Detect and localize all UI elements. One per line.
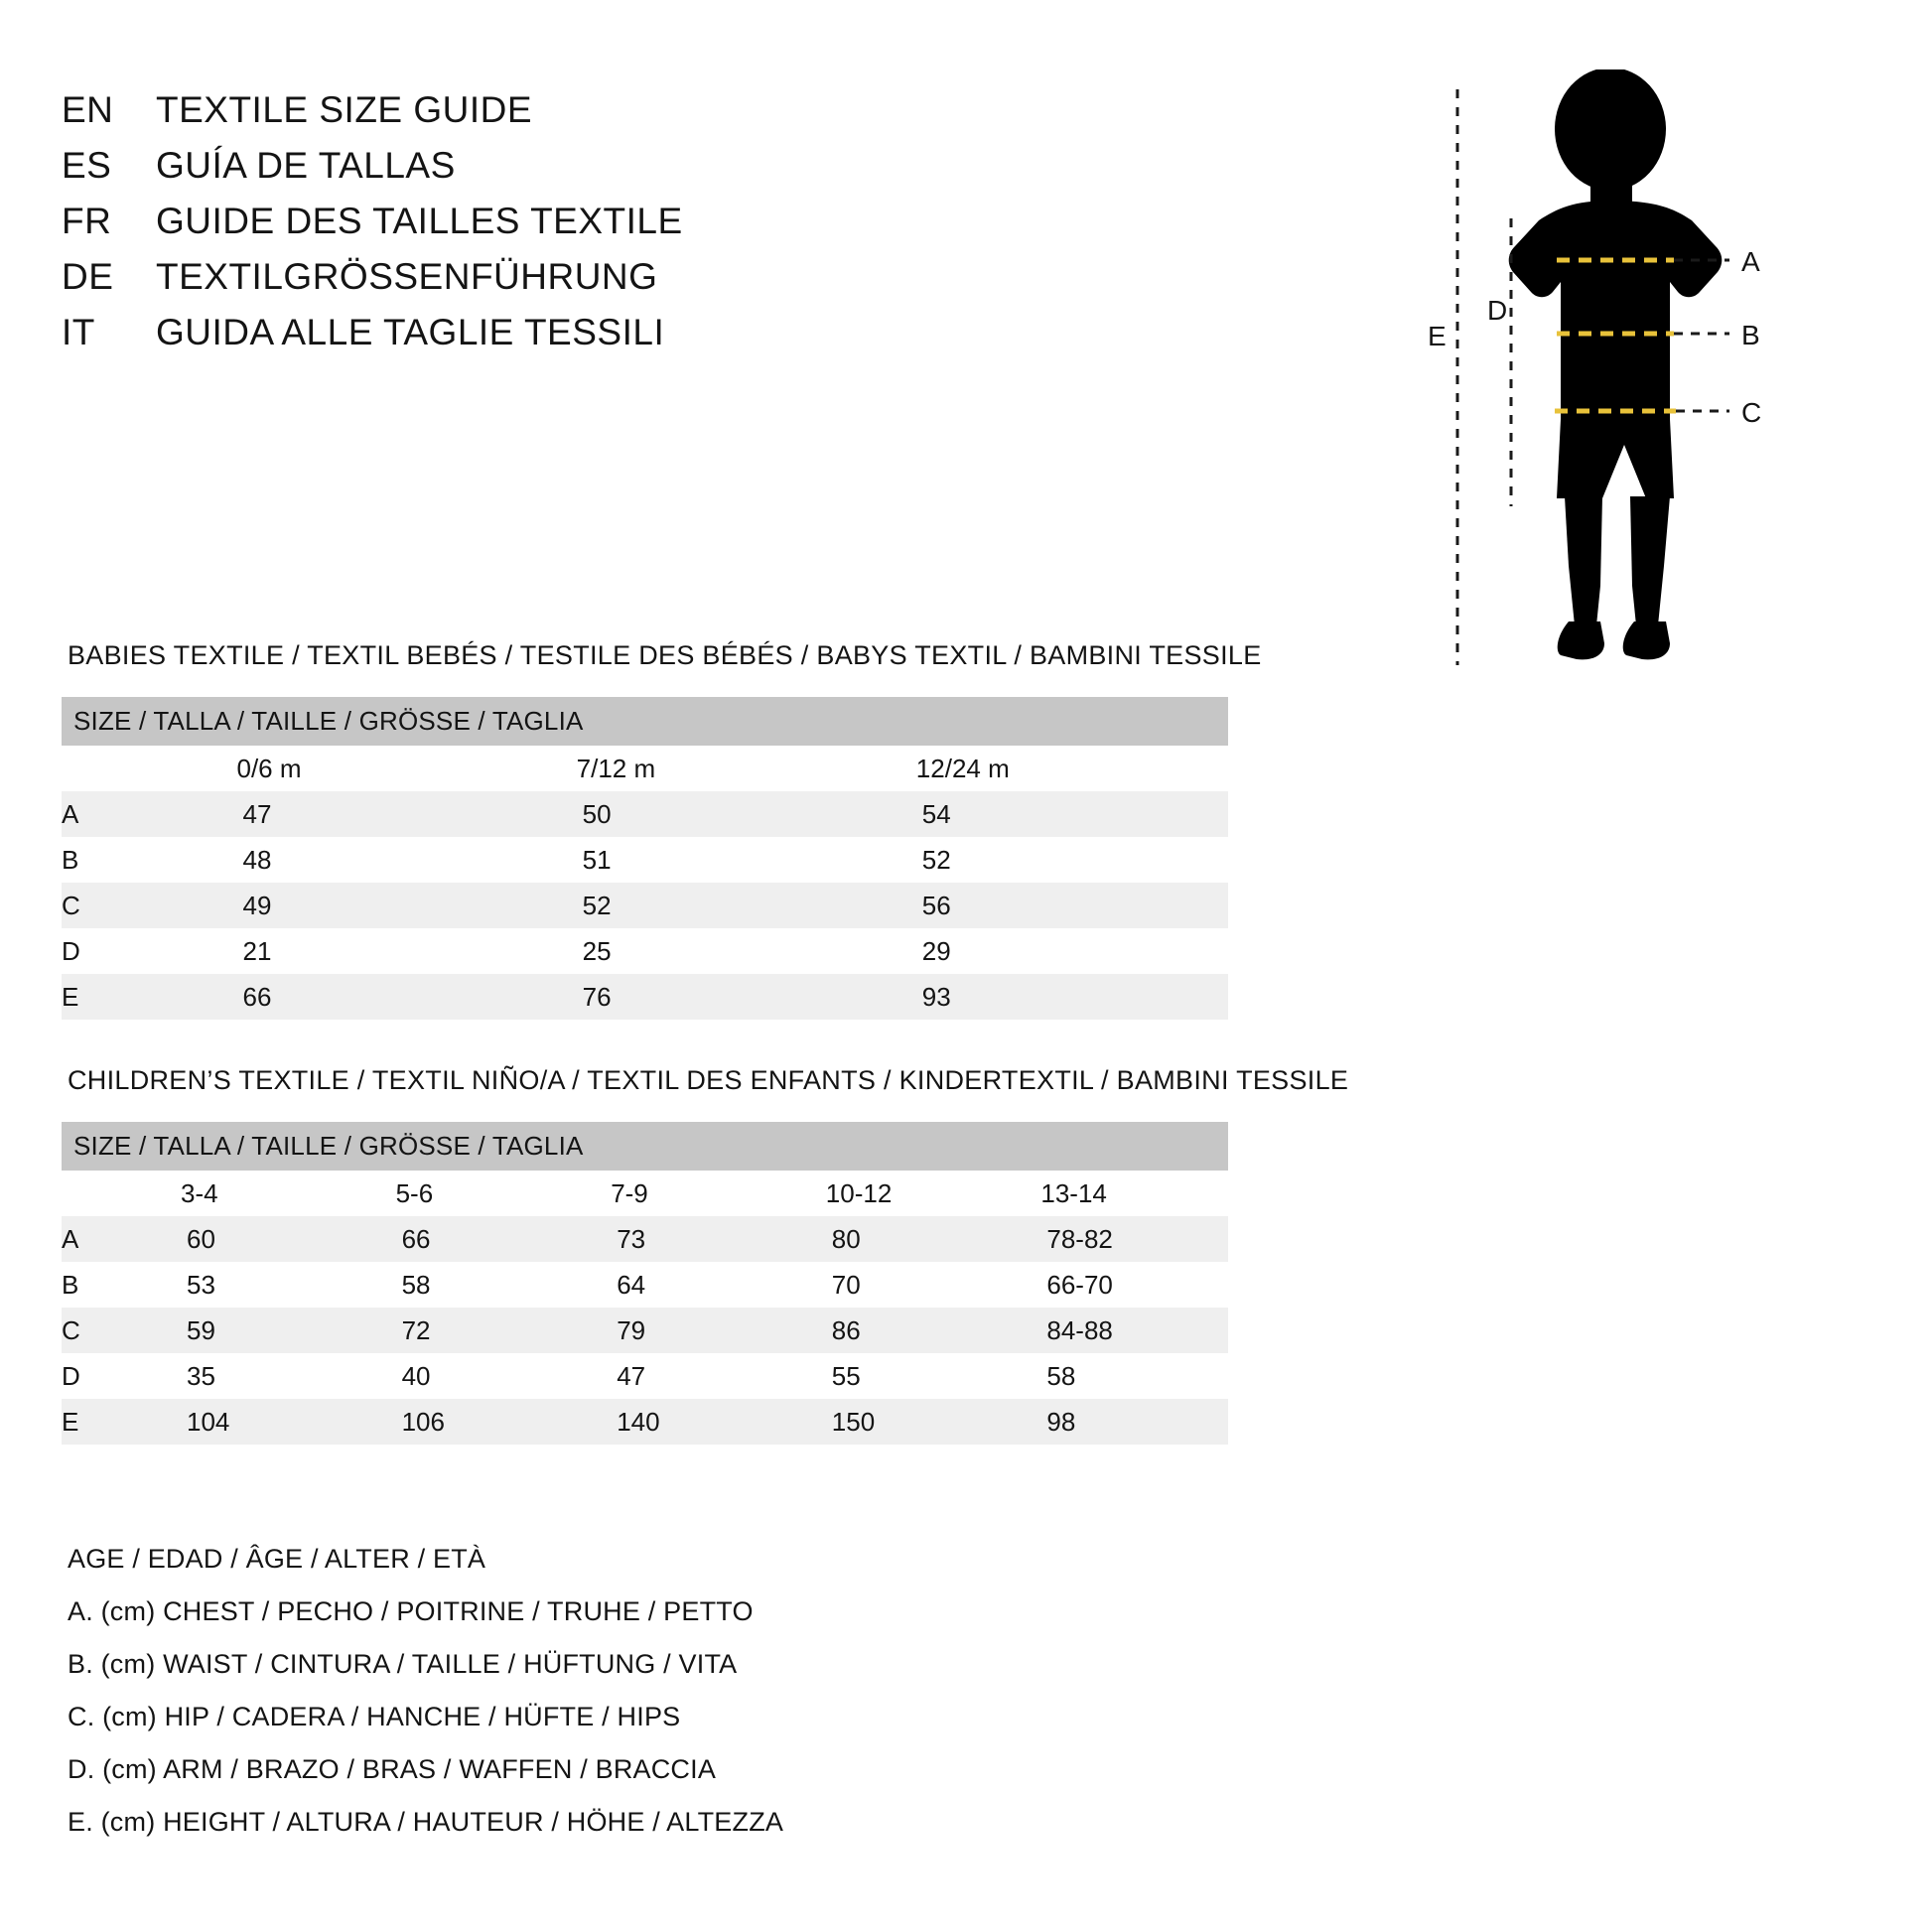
table-row <box>62 974 1228 1020</box>
cell-b-1: 58 <box>401 1269 431 1300</box>
children-col-3: 10-12 <box>825 1177 893 1208</box>
table-column-header-row <box>62 746 1228 791</box>
row-label-b: B <box>62 1262 153 1308</box>
cell-c-4: 84-88 <box>1046 1314 1113 1345</box>
cell-d-0: 35 <box>187 1360 215 1391</box>
row-label-e: E <box>62 974 208 1020</box>
cell-d-3: 55 <box>831 1360 861 1391</box>
cell-c-0: 49 <box>242 890 272 920</box>
figure-label-c: C <box>1741 397 1762 428</box>
children-col-0: 3-4 <box>181 1177 218 1208</box>
children-col-1: 5-6 <box>395 1177 434 1208</box>
figure-label-e: E <box>1428 321 1447 351</box>
cell-e-1: 106 <box>401 1406 445 1437</box>
cell-a-0: 60 <box>187 1223 215 1254</box>
table-row <box>62 1308 1228 1353</box>
babies-col-2: 12/24 m <box>915 753 1010 783</box>
title-lang-es: ES <box>62 145 112 186</box>
cell-a-1: 50 <box>582 798 612 829</box>
children-band-label: SIZE / TALLA / TAILLE / GRÖSSE / TAGLIA <box>62 1122 1228 1171</box>
cell-d-4: 58 <box>1046 1360 1076 1391</box>
cell-a-0: 47 <box>242 798 272 829</box>
babies-band-label: SIZE / TALLA / TAILLE / GRÖSSE / TAGLIA <box>62 697 1228 746</box>
cell-b-3: 70 <box>831 1269 861 1300</box>
children-col-2: 7-9 <box>611 1177 648 1208</box>
cell-b-0: 48 <box>242 844 272 875</box>
table-band-row <box>62 697 1228 746</box>
cell-e-2: 93 <box>921 981 951 1012</box>
cell-b-0: 53 <box>187 1269 215 1300</box>
cell-b-2: 64 <box>617 1269 646 1300</box>
title-text-it: GUIDA ALLE TAGLIE TESSILI <box>156 312 665 352</box>
table-row <box>62 1216 1228 1262</box>
corner-cell <box>62 1171 153 1216</box>
children-section-heading: CHILDREN’S TEXTILE / TEXTIL NIÑO/A / TEXTIL DES ENFANTS / KINDERTEXTIL / BAMBINI TESSILE <box>68 1065 1349 1095</box>
row-label-e: E <box>62 1399 153 1445</box>
figure-label-b: B <box>1741 320 1760 350</box>
title-lang-en: EN <box>62 89 114 130</box>
title-row-de <box>62 256 1253 312</box>
cell-e-4: 98 <box>1046 1406 1076 1437</box>
figure-label-d: D <box>1487 295 1508 326</box>
cell-c-2: 79 <box>617 1314 646 1345</box>
row-label-d: D <box>62 1353 153 1399</box>
legend-item-waist: B. (cm) WAIST / CINTURA / TAILLE / HÜFTUNG / VITA <box>68 1649 738 1679</box>
cell-e-0: 104 <box>187 1406 230 1437</box>
title-text-fr: GUIDE DES TAILLES TEXTILE <box>156 201 683 241</box>
children-size-table <box>62 1122 1228 1445</box>
title-row-fr <box>62 201 1253 256</box>
cell-e-3: 150 <box>831 1406 876 1437</box>
legend-item-age: AGE / EDAD / ÂGE / ALTER / ETÀ <box>68 1544 486 1574</box>
cell-e-0: 66 <box>242 981 272 1012</box>
table-band-row <box>62 1122 1228 1171</box>
title-block <box>62 89 1253 367</box>
cell-c-3: 86 <box>831 1314 861 1345</box>
row-label-a: A <box>62 791 208 837</box>
cell-a-2: 54 <box>921 798 951 829</box>
cell-a-1: 66 <box>401 1223 431 1254</box>
children-col-4: 13-14 <box>1040 1177 1107 1208</box>
cell-b-1: 51 <box>582 844 612 875</box>
row-label-d: D <box>62 928 208 974</box>
title-text-en: TEXTILE SIZE GUIDE <box>156 89 533 130</box>
child-silhouette-icon <box>1509 69 1723 659</box>
table-row <box>62 837 1228 883</box>
row-label-b: B <box>62 837 208 883</box>
title-lang-de: DE <box>62 256 114 297</box>
cell-d-0: 21 <box>242 935 272 966</box>
cell-b-2: 52 <box>921 844 951 875</box>
title-lang-fr: FR <box>62 201 112 241</box>
legend-item-chest: A. (cm) CHEST / PECHO / POITRINE / TRUHE / PETTO <box>68 1596 754 1626</box>
legend-block <box>68 1544 1358 1860</box>
babies-section-heading: BABIES TEXTILE / TEXTIL BEBÉS / TESTILE DES BÉBÉS / BABYS TEXTIL / BAMBINI TESSILE <box>68 640 1262 670</box>
cell-d-1: 25 <box>582 935 612 966</box>
title-text-es: GUÍA DE TALLAS <box>156 145 456 186</box>
row-label-a: A <box>62 1216 153 1262</box>
table-row <box>62 1353 1228 1399</box>
title-text-de: TEXTILGRÖSSENFÜHRUNG <box>156 256 658 297</box>
cell-b-4: 66-70 <box>1046 1269 1113 1300</box>
table-row <box>62 1262 1228 1308</box>
cell-c-1: 72 <box>401 1314 431 1345</box>
legend-item-height: E. (cm) HEIGHT / ALTURA / HAUTEUR / HÖHE / ALTEZZA <box>68 1807 784 1837</box>
cell-c-1: 52 <box>582 890 612 920</box>
title-row-it <box>62 312 1253 367</box>
table-row <box>62 928 1228 974</box>
figure-label-a: A <box>1741 246 1760 277</box>
cell-a-3: 80 <box>831 1223 861 1254</box>
corner-cell <box>62 746 208 791</box>
cell-c-2: 56 <box>921 890 951 920</box>
cell-a-2: 73 <box>617 1223 646 1254</box>
measurement-figure <box>1380 69 1876 764</box>
babies-col-0: 0/6 m <box>236 753 302 783</box>
cell-d-1: 40 <box>401 1360 431 1391</box>
cell-a-4: 78-82 <box>1046 1223 1113 1254</box>
legend-item-hip: C. (cm) HIP / CADERA / HANCHE / HÜFTE / HIPS <box>68 1702 681 1731</box>
title-lang-it: IT <box>62 312 95 352</box>
babies-col-1: 7/12 m <box>576 753 656 783</box>
cell-e-1: 76 <box>582 981 612 1012</box>
table-row <box>62 883 1228 928</box>
cell-d-2: 29 <box>921 935 951 966</box>
row-label-c: C <box>62 1308 153 1353</box>
cell-e-2: 140 <box>617 1406 660 1437</box>
table-column-header-row <box>62 1171 1228 1216</box>
table-row <box>62 791 1228 837</box>
title-row-es <box>62 145 1253 201</box>
cell-d-2: 47 <box>617 1360 646 1391</box>
legend-item-arm: D. (cm) ARM / BRAZO / BRAS / WAFFEN / BRACCIA <box>68 1754 717 1784</box>
row-label-c: C <box>62 883 208 928</box>
table-row <box>62 1399 1228 1445</box>
title-row-en <box>62 89 1253 145</box>
babies-size-table <box>62 697 1228 1020</box>
cell-c-0: 59 <box>187 1314 215 1345</box>
